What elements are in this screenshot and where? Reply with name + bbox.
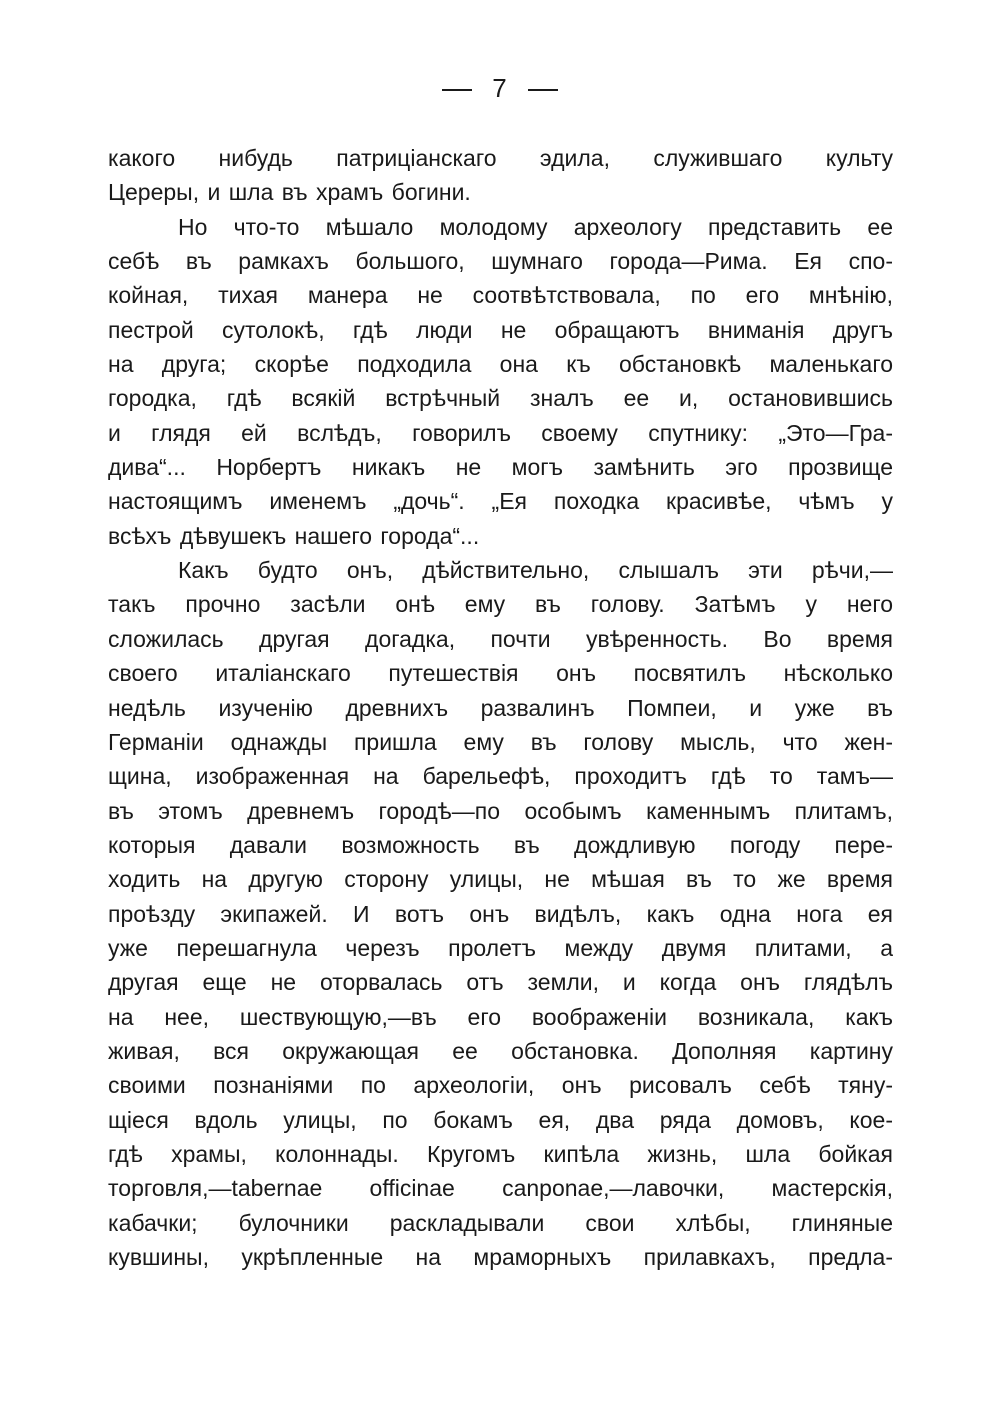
text-line: всѣхъ дѣвушекъ нашего города“... — [108, 522, 480, 549]
text-line: себѣ въ рамкахъ большого, шумнаго города—Рима. Ея спо- — [108, 248, 893, 275]
header-dash-left — [442, 89, 472, 91]
text-line: своими познаніями по археологіи, онъ рисовалъ себѣ тяну- — [108, 1072, 893, 1099]
text-line: и глядя ей вслѣдъ, говорилъ своему спутнику: „Это—Гра- — [108, 419, 893, 446]
text-line: Какъ будто онъ, дѣйствительно, слышалъ эти рѣчи,— — [178, 557, 893, 584]
text-line: гдѣ храмы, колоннады. Кругомъ кипѣла жизнь, шла бойкая — [108, 1140, 893, 1167]
page-header — [0, 68, 1000, 108]
body-text — [108, 141, 893, 1274]
text-line: настоящимъ именемъ „дочь“. „Ея походка красивѣе, чѣмъ у — [108, 488, 893, 515]
text-line: которыя давали возможность въ дождливую погоду пере- — [108, 831, 893, 858]
text-line: Но что-то мѣшало молодому археологу представить ее — [178, 213, 893, 240]
page-number: 7 — [492, 73, 508, 103]
text-line: торговля,—tabernae officinae canponae,—лавочки, мастерскія, — [108, 1175, 893, 1202]
text-line: сложилась другая догадка, почти увѣренность. Во время — [108, 625, 893, 652]
text-line: на друга; скорѣе подходила она къ обстановкѣ маленькаго — [108, 351, 893, 378]
text-line: дива“... Норбертъ никакъ не могъ замѣнить эго прозвище — [108, 454, 893, 481]
text-line: ходить на другую сторону улицы, не мѣшая въ то же время — [108, 866, 893, 893]
text-line: какого нибудь патриціанскаго эдила, служившаго культу — [108, 145, 893, 171]
text-line: своего италіанскаго путешествія онъ посвятилъ нѣсколько — [108, 660, 893, 687]
header-dash-right — [528, 89, 558, 91]
text-line: проѣзду экипажей. И вотъ онъ видѣлъ, какъ одна нога ея — [108, 900, 893, 927]
text-line: кабачки; булочники раскладывали свои хлѣбы, глиняные — [108, 1209, 893, 1236]
text-line: въ этомъ древнемъ городѣ—по особымъ каменнымъ плитамъ, — [108, 797, 893, 824]
text-line: недѣль изученію древнихъ развалинъ Помпеи, и уже въ — [108, 694, 893, 721]
text-line: на нее, шествующую,—въ его воображеніи возникала, какъ — [108, 1003, 893, 1030]
text-line: щіеся вдоль улицы, по бокамъ ея, два ряда домовъ, кое- — [108, 1106, 893, 1133]
text-line: койная, тихая манера не соотвѣтствовала, по его мнѣнію, — [108, 282, 893, 309]
text-line: щина, изображенная на барельефѣ, проходитъ гдѣ то тамъ— — [108, 763, 893, 790]
text-line: Цереры, и шла въ храмъ богини. — [108, 179, 471, 206]
text-line: другая еще не оторвалась отъ земли, и когда онъ глядѣлъ — [108, 969, 893, 996]
text-line: уже перешагнула черезъ пролетъ между двумя плитами, а — [108, 934, 893, 961]
text-line: пестрой сутолокѣ, гдѣ люди не обращаютъ вниманія другъ — [108, 316, 893, 343]
text-line: такъ прочно засѣли онѣ ему въ голову. Затѣмъ у него — [108, 591, 893, 618]
text-line: Германіи однажды пришла ему въ голову мысль, что жен- — [108, 728, 893, 755]
text-line: живая, вся окружающая ее обстановка. Дополняя картину — [108, 1037, 893, 1064]
text-line: кувшины, укрѣпленные на мраморныхъ прилавкахъ, предла- — [108, 1244, 893, 1270]
text-line: городка, гдѣ всякій встрѣчный зналъ ее и, остановившись — [108, 385, 893, 412]
